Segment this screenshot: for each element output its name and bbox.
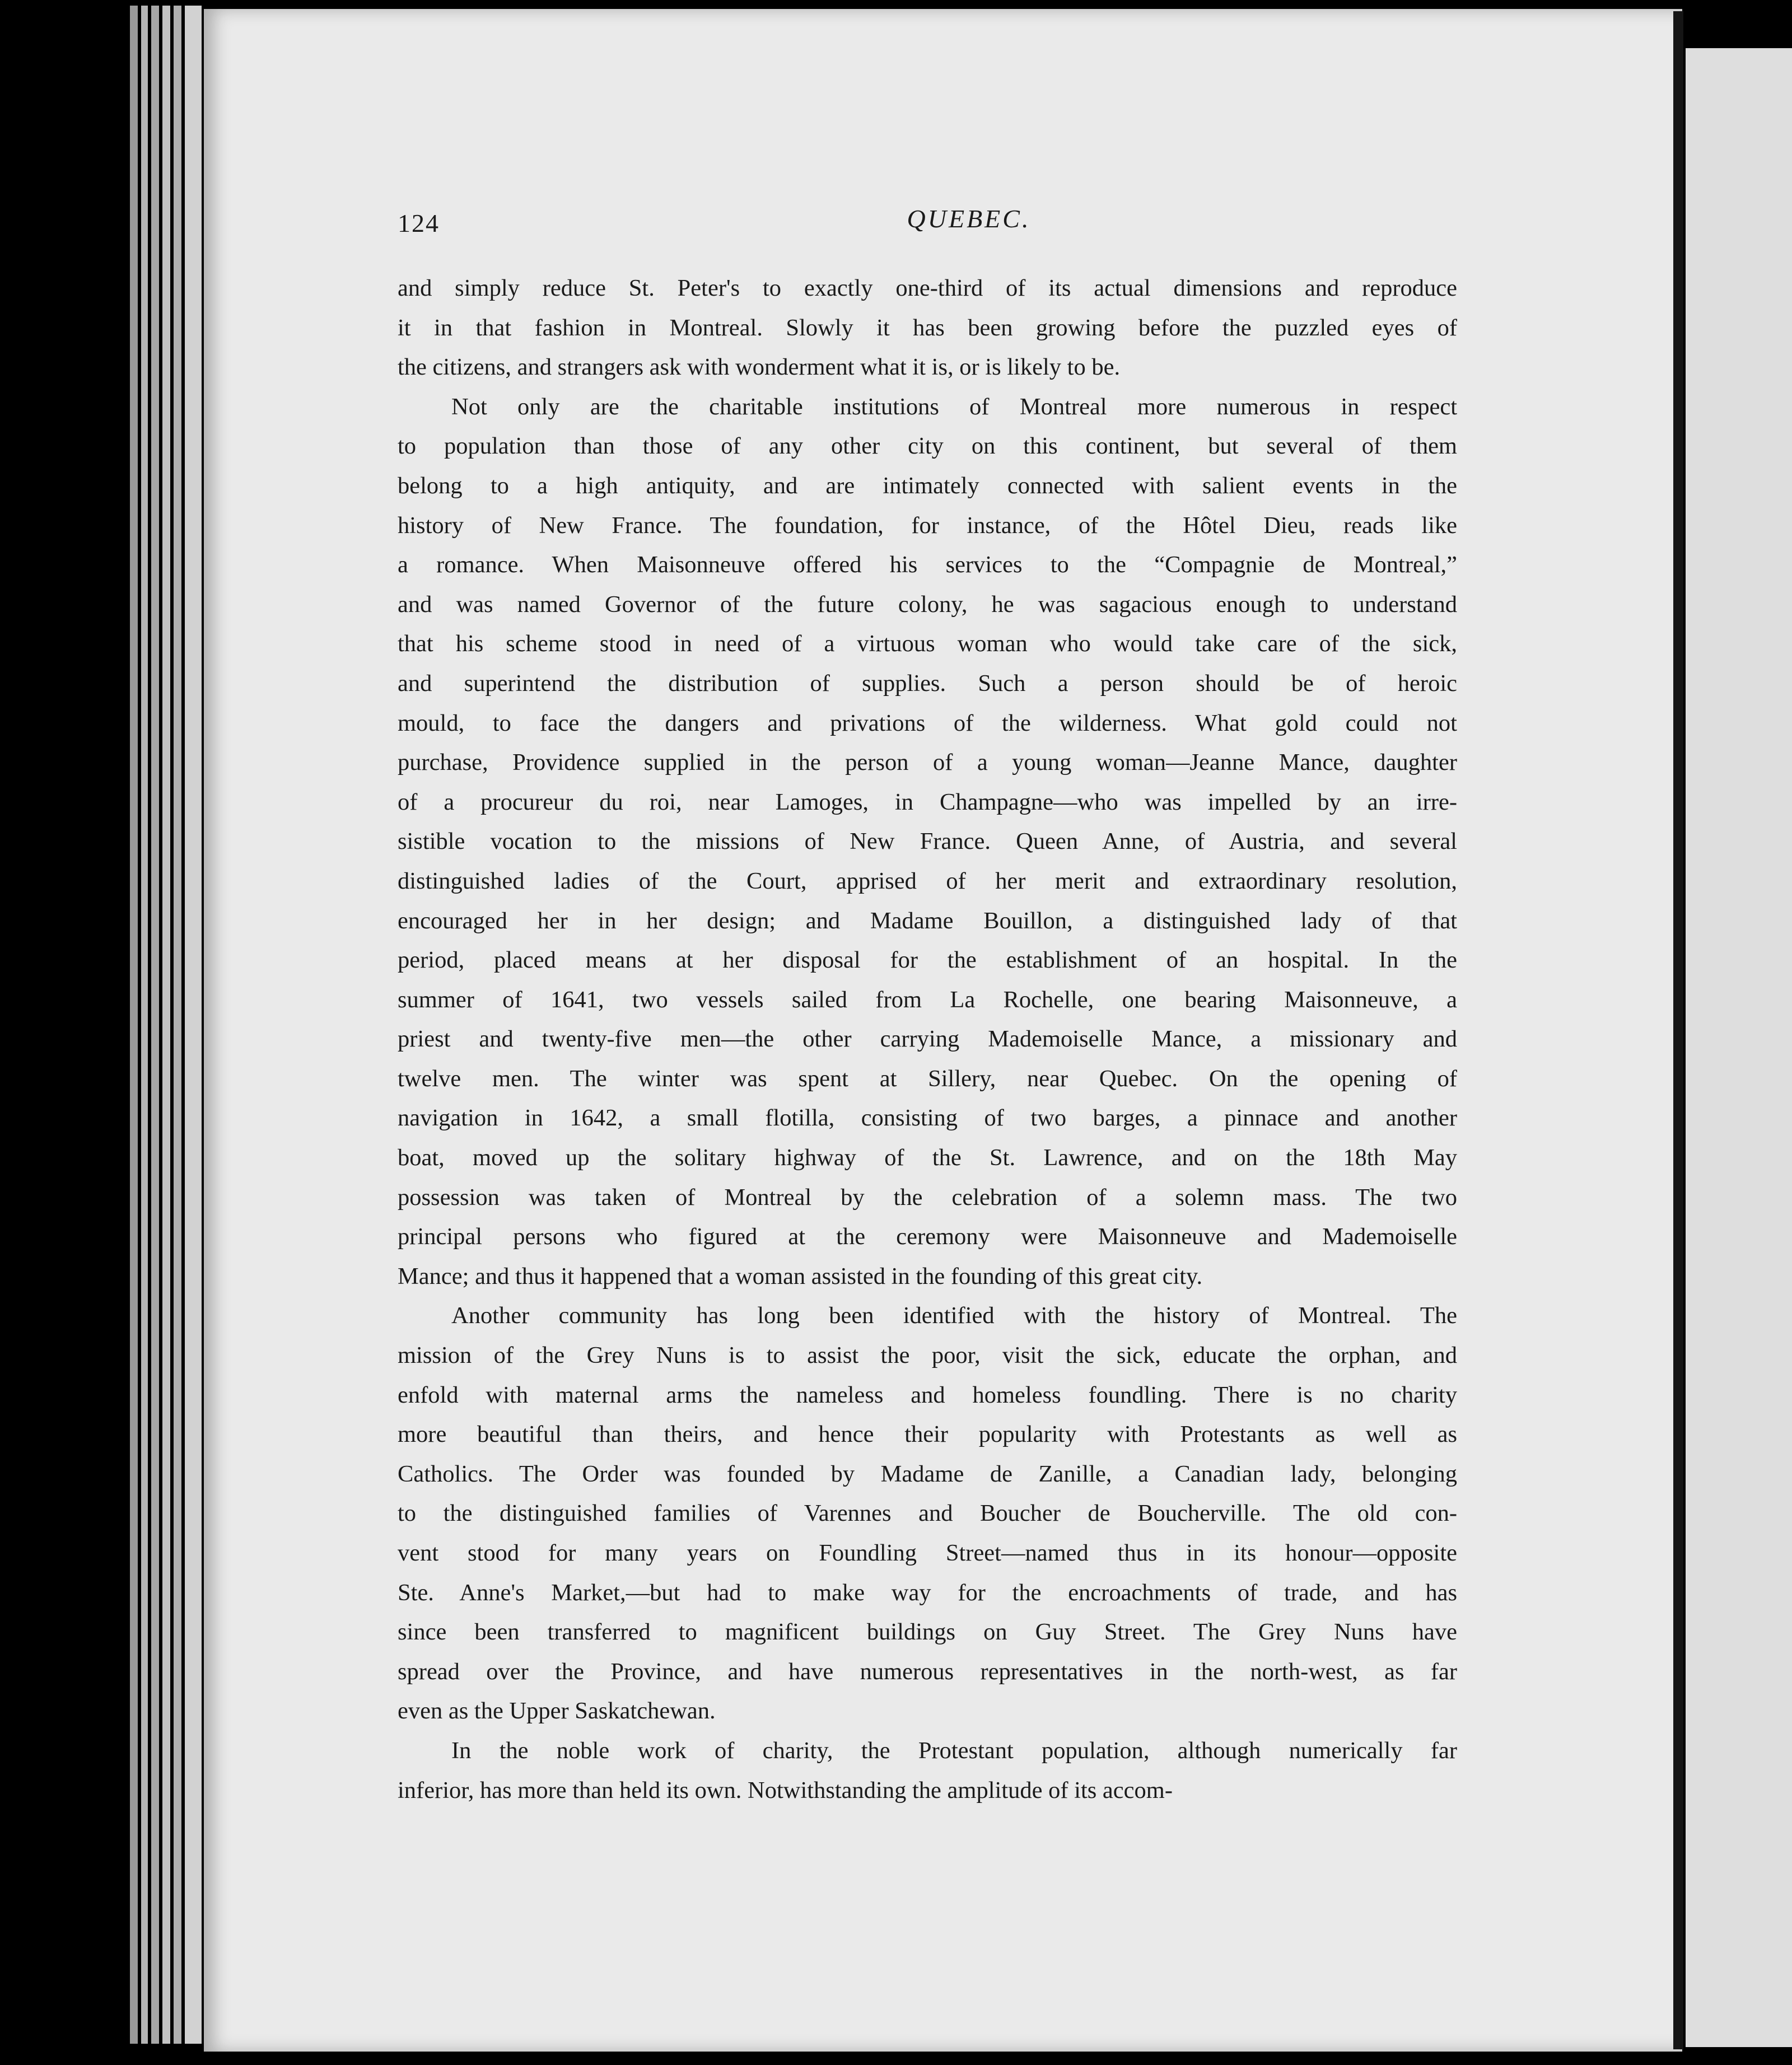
text-line: and was named Governor of the future colony, he was sagacious enough to understand — [398, 591, 1457, 618]
page-edges — [162, 6, 170, 2044]
paragraph — [398, 1731, 1457, 1810]
text-line: mission of the Grey Nuns is to assist the poor, visit the sick, educate the orphan, and — [398, 1342, 1457, 1369]
text-line: encouraged her in her design; and Madame Bouillon, a distinguished lady of that — [398, 907, 1457, 934]
text-line: inferior, has more than held its own. Notwithstanding the amplitude of its accom- — [398, 1777, 1173, 1804]
text-line: to population than those of any other city on this continent, but several of them — [398, 433, 1457, 460]
text-line: navigation in 1642, a small flotilla, consisting of two barges, a pinnace and another — [398, 1105, 1457, 1132]
facing-page-edge — [1686, 48, 1792, 2047]
body-text — [398, 269, 1457, 1810]
text-line: to the distinguished families of Varennes and Boucher de Boucherville. The old con- — [398, 1500, 1457, 1527]
page-edges — [151, 6, 159, 2044]
page-edges — [130, 6, 138, 2044]
text-line: Catholics. The Order was founded by Madame de Zanille, a Canadian lady, belonging — [398, 1460, 1457, 1487]
page-header — [398, 204, 1462, 253]
text-line: boat, moved up the solitary highway of the St. Lawrence, and on the 18th May — [398, 1144, 1457, 1171]
text-line: the citizens, and strangers ask with wonderment what it is, or is likely to be. — [398, 354, 1121, 381]
text-line: it in that fashion in Montreal. Slowly it has been growing before the puzzled eyes of — [398, 314, 1457, 341]
page-edges — [185, 6, 202, 2044]
text-line: Ste. Anne's Market,—but had to make way for the encroachments of trade, and has — [398, 1579, 1457, 1606]
text-line: enfold with maternal arms the nameless and homeless foundling. There is no charity — [398, 1381, 1457, 1408]
text-line: vent stood for many years on Foundling Street—named thus in its honour—opposite — [398, 1540, 1457, 1566]
paragraph — [398, 1296, 1457, 1731]
text-line: priest and twenty-five men—the other carrying Mademoiselle Mance, a missionary and — [398, 1026, 1457, 1053]
text-line: Not only are the charitable institutions of Montreal more numerous in respect — [451, 393, 1457, 420]
text-line: Another community has long been identified with the history of Montreal. The — [451, 1302, 1457, 1329]
text-line: twelve men. The winter was spent at Sillery, near Quebec. On the opening of — [398, 1065, 1457, 1092]
text-line: more beautiful than theirs, and hence their popularity with Protestants as well as — [398, 1421, 1457, 1448]
text-line: and superintend the distribution of supplies. Such a person should be of heroic — [398, 670, 1457, 697]
page-edges — [141, 6, 148, 2044]
text-line: even as the Upper Saskatchewan. — [398, 1698, 716, 1725]
text-line: history of New France. The foundation, for instance, of the Hôtel Dieu, reads like — [398, 512, 1457, 539]
text-line: spread over the Province, and have numerous representatives in the north-west, as far — [398, 1658, 1457, 1685]
text-line: of a procureur du roi, near Lamoges, in Champagne—who was impelled by an irre- — [398, 788, 1457, 815]
page-number: 124 — [398, 209, 440, 237]
running-head: QUEBEC. — [907, 204, 1031, 233]
text-line: principal persons who figured at the ceremony were Maisonneuve and Mademoiselle — [398, 1223, 1457, 1250]
text-line: mould, to face the dangers and privations of the wilderness. What gold could not — [398, 709, 1457, 736]
page-gutter — [1673, 11, 1683, 2049]
text-line: sistible vocation to the missions of New France. Queen Anne, of Austria, and several — [398, 828, 1457, 855]
text-line: summer of 1641, two vessels sailed from La Rochelle, one bearing Maisonneuve, a — [398, 986, 1457, 1013]
text-line: distinguished ladies of the Court, apprised of her merit and extraordinary resolution, — [398, 867, 1457, 894]
text-line: Mance; and thus it happened that a woman assisted in the founding of this great city. — [398, 1263, 1203, 1290]
text-line: purchase, Providence supplied in the person of a young woman—Jeanne Mance, daughter — [398, 749, 1457, 776]
text-line: period, placed means at her disposal for the establishment of an hospital. In the — [398, 947, 1457, 974]
page-edges — [174, 6, 181, 2044]
paragraph — [398, 387, 1457, 1297]
text-line: In the noble work of charity, the Protestant population, although numerically far — [451, 1737, 1457, 1764]
text-line: since been transferred to magnificent buildings on Guy Street. The Grey Nuns have — [398, 1619, 1457, 1646]
text-line: a romance. When Maisonneuve offered his services to the “Compagnie de Montreal,” — [398, 552, 1457, 578]
text-line: that his scheme stood in need of a virtuous woman who would take care of the sick, — [398, 630, 1457, 657]
text-line: possession was taken of Montreal by the celebration of a solemn mass. The two — [398, 1184, 1457, 1211]
text-line: and simply reduce St. Peter's to exactly one-third of its actual dimensions and reproduce — [398, 275, 1457, 301]
paragraph — [398, 269, 1457, 387]
text-line: belong to a high antiquity, and are intimately connected with salient events in the — [398, 472, 1457, 499]
